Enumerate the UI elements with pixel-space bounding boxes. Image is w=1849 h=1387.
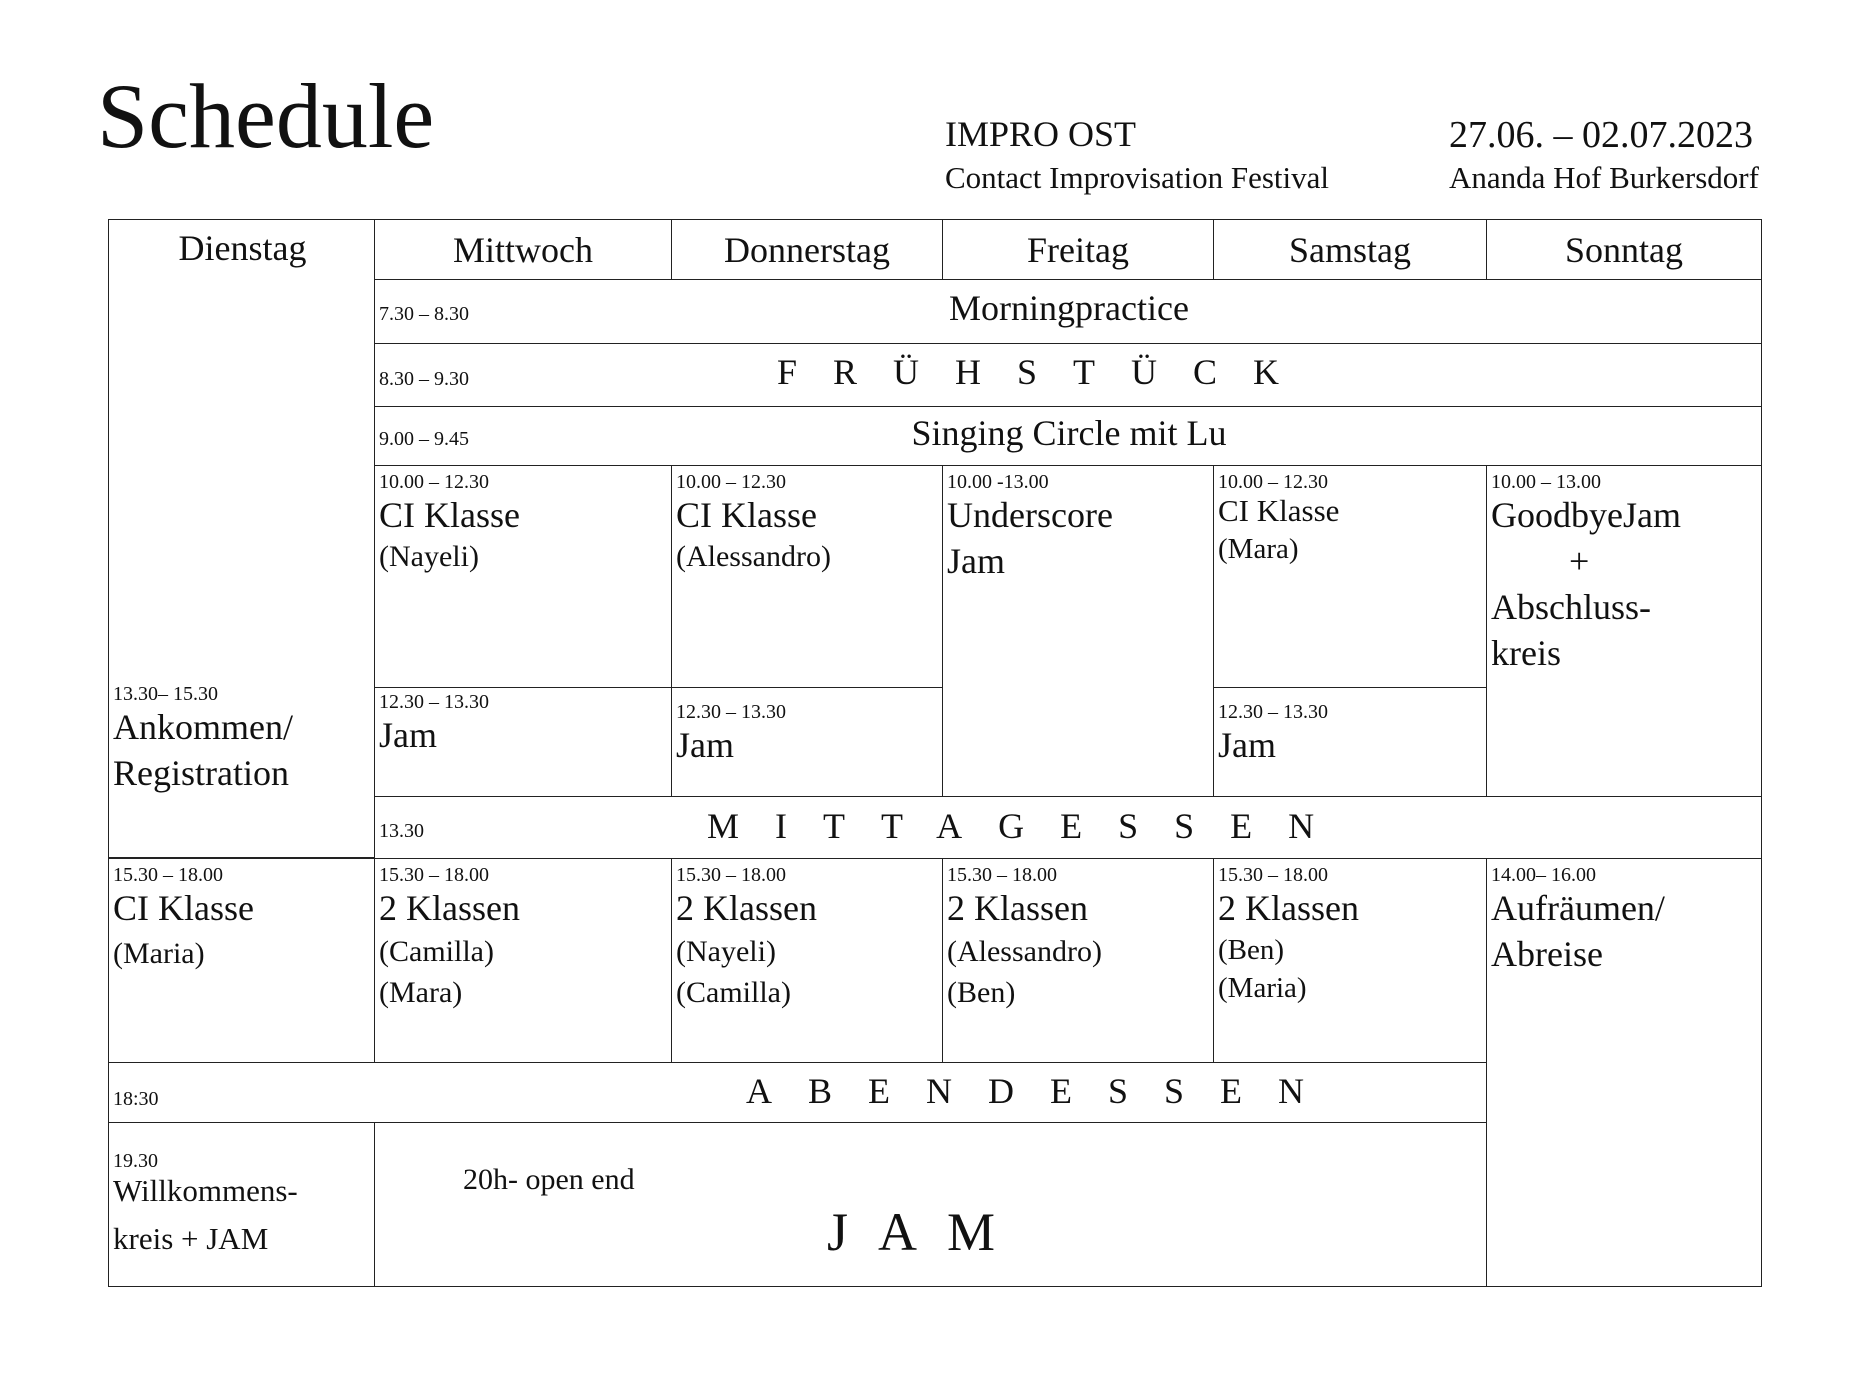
session-sonntag-morning: [1486, 465, 1762, 797]
jam-time: 12.30 – 13.30: [676, 701, 786, 723]
session-time: 10.00 – 12.30: [676, 471, 786, 493]
session-title: CI Klasse: [113, 888, 254, 928]
singing-circle-label: Singing Circle mit Lu: [911, 413, 1227, 453]
session-time: 10.00 -13.00: [947, 471, 1049, 493]
day-header-freitag: Freitag: [942, 219, 1214, 280]
session-title-line2: Abreise: [1491, 934, 1603, 974]
session-title: GoodbyeJam: [1491, 495, 1681, 535]
session-teacher: (Ben): [1218, 934, 1285, 966]
evening-line2: kreis + JAM: [113, 1221, 269, 1256]
session-title-line2: Jam: [947, 541, 1005, 581]
session-title: 2 Klassen: [379, 888, 520, 928]
day-header-samstag: Samstag: [1213, 219, 1487, 280]
breakfast-time: 8.30 – 9.30: [379, 368, 469, 390]
singing-circle-time: 9.00 – 9.45: [379, 428, 469, 450]
tuesday-class: [108, 858, 375, 1063]
evening-jam-time: 20h- open end: [463, 1163, 635, 1196]
dinner-label: ABENDESSEN: [746, 1071, 1341, 1111]
session-teacher: (Alessandro): [676, 540, 831, 573]
dinner-row: [108, 1062, 1487, 1123]
jam-title: Jam: [1218, 725, 1276, 765]
session-time: 10.00 – 12.30: [379, 471, 489, 493]
session-title: CI Klasse: [1218, 493, 1340, 528]
morningpractice-row: [374, 279, 1762, 344]
session-sonntag-afternoon: [1486, 858, 1762, 1287]
session-time: 15.30 – 18.00: [113, 864, 223, 886]
arrival-line1: Ankommen/: [113, 707, 293, 747]
session-time: 10.00 – 12.30: [1218, 471, 1328, 493]
session-teacher: (Ben): [947, 976, 1016, 1009]
session-teacher: (Camilla): [379, 935, 494, 968]
session-time: 15.30 – 18.00: [1218, 864, 1328, 886]
dinner-time: 18:30: [113, 1088, 159, 1110]
evening-jam: [374, 1122, 1487, 1287]
session-teacher: (Maria): [1218, 972, 1307, 1004]
session-plus: +: [1569, 541, 1590, 581]
session-samstag-afternoon: [1213, 858, 1487, 1063]
session-teacher: (Camilla): [676, 976, 791, 1009]
day-header-donnerstag: Donnerstag: [671, 219, 943, 280]
day-header-dienstag: Dienstag: [178, 228, 307, 268]
festival-dates: 27.06. – 02.07.2023: [1449, 114, 1753, 156]
session-time: 15.30 – 18.00: [379, 864, 489, 886]
jam-mittwoch-noon: [374, 687, 672, 797]
morningpractice-time: 7.30 – 8.30: [379, 303, 469, 325]
arrival-time: 13.30– 15.30: [113, 683, 218, 705]
evening-line1: Willkommens-: [113, 1173, 298, 1208]
session-time: 10.00 – 13.00: [1491, 471, 1601, 493]
session-donnerstag-afternoon: [671, 858, 943, 1063]
jam-samstag-noon: [1213, 687, 1487, 797]
jam-time: 12.30 – 13.30: [379, 691, 489, 713]
session-title: 2 Klassen: [1218, 888, 1359, 928]
session-samstag-morning: [1213, 465, 1487, 688]
session-donnerstag-morning: [671, 465, 943, 688]
tuesday-evening: [108, 1122, 375, 1287]
session-teacher: (Nayeli): [379, 540, 479, 573]
jam-time: 12.30 – 13.30: [1218, 701, 1328, 723]
session-mittwoch-morning: [374, 465, 672, 688]
session-title: Aufräumen/: [1491, 888, 1665, 928]
session-freitag-afternoon: [942, 858, 1214, 1063]
session-teacher: (Nayeli): [676, 935, 776, 968]
festival-name: IMPRO OST: [945, 114, 1137, 154]
lunch-time: 13.30: [379, 820, 424, 842]
breakfast-label: FRÜHSTÜCK: [777, 352, 1316, 392]
session-title: CI Klasse: [676, 495, 817, 535]
lunch-row: [374, 796, 1762, 859]
session-title: 2 Klassen: [676, 888, 817, 928]
arrival-line2: Registration: [113, 753, 289, 793]
session-mittwoch-afternoon: [374, 858, 672, 1063]
day-header-sonntag: Sonntag: [1486, 219, 1762, 280]
session-time: 14.00– 16.00: [1491, 864, 1596, 886]
evening-time: 19.30: [113, 1150, 158, 1172]
session-title: 2 Klassen: [947, 888, 1088, 928]
session-freitag-morning: [942, 465, 1214, 797]
jam-title: Jam: [379, 715, 437, 755]
lunch-label: MITTAGESSEN: [707, 806, 1351, 846]
breakfast-row: [374, 343, 1762, 407]
session-teacher: (Maria): [113, 937, 205, 970]
tuesday-upper-cell: [108, 219, 375, 858]
jam-donnerstag-noon: [671, 687, 943, 797]
session-time: 15.30 – 18.00: [676, 864, 786, 886]
session-title: CI Klasse: [379, 495, 520, 535]
festival-venue: Ananda Hof Burkersdorf: [1449, 160, 1759, 195]
session-time: 15.30 – 18.00: [947, 864, 1057, 886]
session-teacher: (Mara): [379, 976, 463, 1009]
page-title: Schedule: [97, 65, 435, 167]
session-title-line3: Abschluss-: [1491, 587, 1651, 627]
festival-subtitle: Contact Improvisation Festival: [945, 160, 1330, 195]
evening-jam-label: JAM: [827, 1202, 1026, 1262]
singing-circle-row: [374, 406, 1762, 466]
session-teacher: (Alessandro): [947, 935, 1102, 968]
day-header-mittwoch: Mittwoch: [374, 219, 672, 280]
session-title-line4: kreis: [1491, 633, 1561, 673]
morningpractice-label: Morningpractice: [949, 288, 1189, 328]
jam-title: Jam: [676, 725, 734, 765]
session-title: Underscore: [947, 495, 1113, 535]
session-teacher: (Mara): [1218, 533, 1299, 565]
